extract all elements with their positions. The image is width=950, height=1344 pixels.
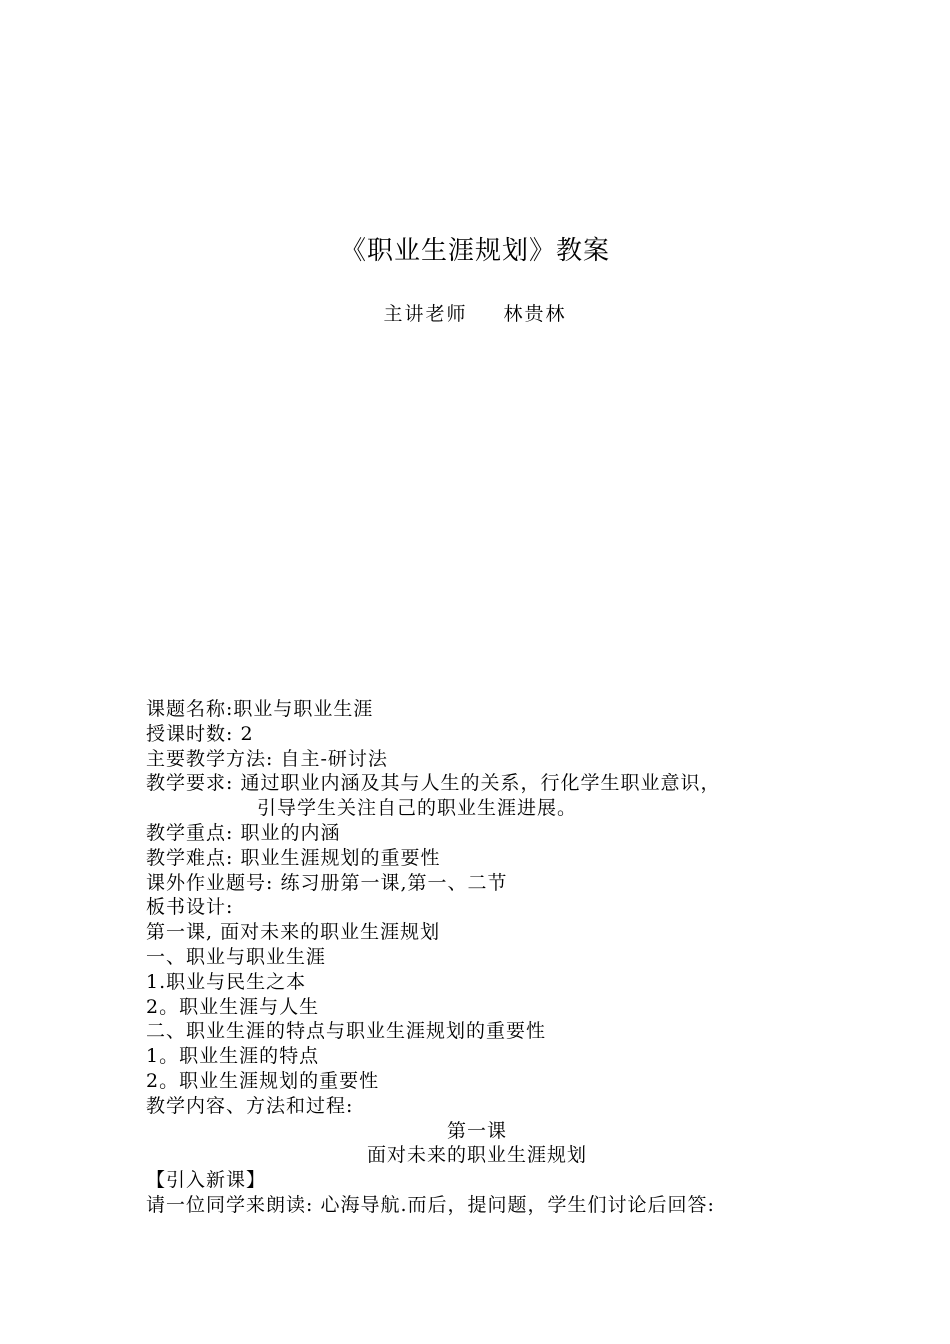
- section-2-item-2: 2。职业生涯规划的重要性: [146, 1069, 380, 1092]
- lesson-number-centered: 第一课: [446, 1119, 507, 1142]
- document-title: 《职业生涯规划》教案: [339, 236, 610, 266]
- process-heading: 教学内容、方法和过程:: [146, 1094, 354, 1117]
- section-1-heading: 一、职业与职业生涯: [146, 945, 327, 968]
- difficulty-line: 教学难点: 职业生涯规划的重要性: [146, 846, 441, 869]
- intro-heading: 【引入新课】: [146, 1169, 267, 1192]
- section-2-item-1: 1。职业生涯的特点: [146, 1045, 320, 1068]
- author-label: 主讲老师: [383, 303, 468, 325]
- requirement-line-2: 引导学生关注自己的职业生涯进展。: [257, 797, 578, 820]
- focus-line: 教学重点: 职业的内涵: [146, 821, 341, 844]
- section-1-item-2: 2。职业生涯与人生: [146, 995, 320, 1018]
- intro-text: 请一位同学来朗读: 心海导航.而后，提问题，学生们讨论后回答:: [146, 1193, 715, 1216]
- board-design-heading: 板书设计:: [146, 896, 234, 919]
- lesson-title-line: 第一课, 面对未来的职业生涯规划: [146, 921, 441, 944]
- homework-line: 课外作业题号: 练习册第一课,第一、二节: [146, 871, 508, 894]
- hours-line: 授课时数: 2: [146, 722, 254, 745]
- lesson-plan-body: [146, 697, 826, 1218]
- section-1-item-1: 1.职业与民生之本: [146, 970, 307, 993]
- method-line: 主要教学方法: 自主-研讨法: [146, 747, 388, 770]
- topic-line: 课题名称:职业与职业生涯: [146, 698, 374, 720]
- section-2-heading: 二、职业生涯的特点与职业生涯规划的重要性: [146, 1020, 547, 1043]
- author-line: [0, 299, 950, 326]
- requirement-line-1: 教学要求: 通过职业内涵及其与人生的关系，行化学生职业意识，: [146, 772, 721, 795]
- lesson-name-centered: 面对未来的职业生涯规划: [366, 1144, 587, 1167]
- author-name: 林贵林: [503, 303, 567, 325]
